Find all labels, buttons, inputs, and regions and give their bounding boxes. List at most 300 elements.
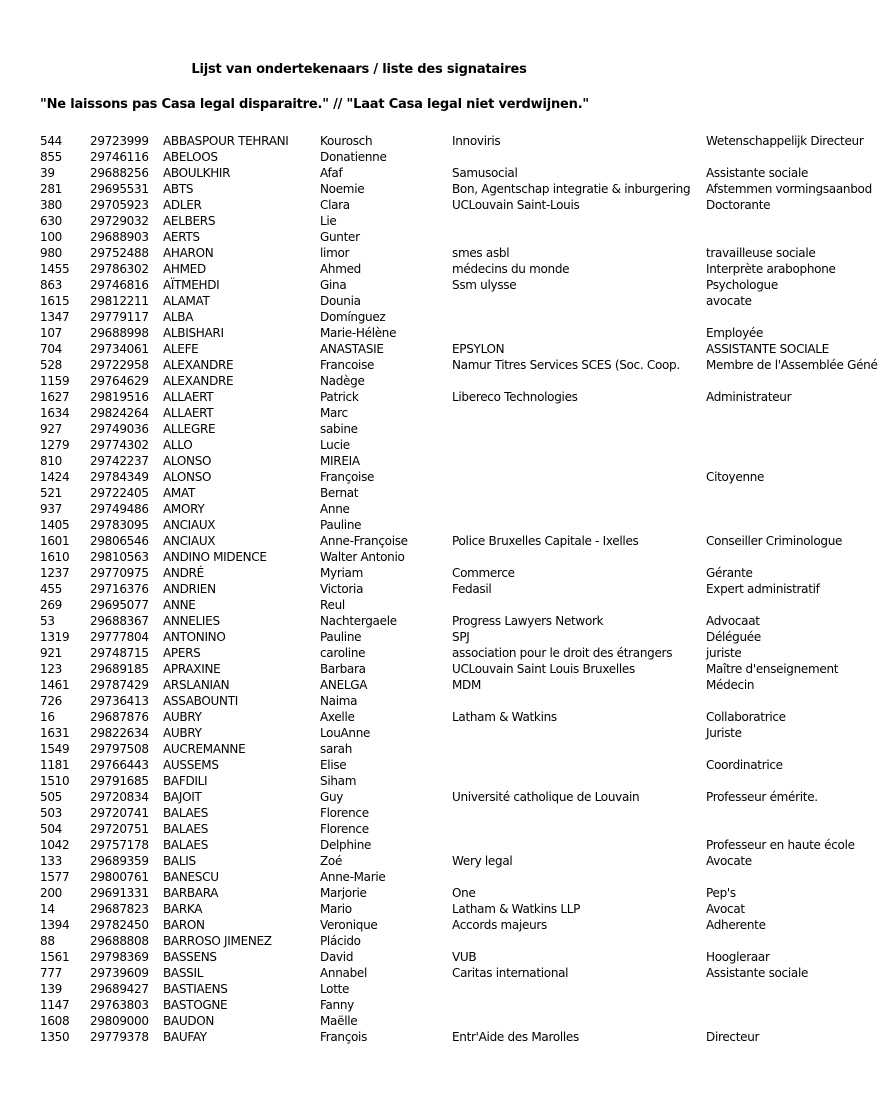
cell-first-name: Walter Antonio [320, 550, 405, 564]
cell-last-name: AMORY [163, 502, 205, 516]
cell-member-id: 29722958 [90, 358, 149, 372]
table-row [0, 229, 888, 245]
cell-first-name: Pauline [320, 518, 362, 532]
cell-number: 281 [40, 182, 63, 196]
cell-member-id: 29764629 [90, 374, 149, 388]
cell-first-name: Annabel [320, 966, 368, 980]
cell-organization: Caritas international [452, 966, 569, 980]
cell-member-id: 29695531 [90, 182, 149, 196]
cell-role: Avocat [706, 902, 745, 916]
cell-role: Doctorante [706, 198, 771, 212]
cell-number: 1455 [40, 262, 70, 276]
cell-number: 1147 [40, 998, 70, 1012]
table-row [0, 261, 888, 277]
cell-first-name: Françoise [320, 470, 375, 484]
table-row [0, 501, 888, 517]
cell-last-name: ALBISHARI [163, 326, 224, 340]
cell-role: Professeur en haute école [706, 838, 855, 852]
table-row [0, 549, 888, 565]
table-row [0, 773, 888, 789]
table-row [0, 805, 888, 821]
cell-role: avocate [706, 294, 752, 308]
cell-last-name: ANDINO MIDENCE [163, 550, 267, 564]
cell-member-id: 29786302 [90, 262, 149, 276]
cell-last-name: ALAMAT [163, 294, 210, 308]
cell-last-name: ABBASPOUR TEHRANI [163, 134, 289, 148]
cell-member-id: 29779378 [90, 1030, 149, 1044]
cell-member-id: 29689185 [90, 662, 149, 676]
cell-member-id: 29695077 [90, 598, 149, 612]
cell-organization: Progress Lawyers Network [452, 614, 604, 628]
cell-first-name: sarah [320, 742, 352, 756]
cell-member-id: 29806546 [90, 534, 149, 548]
cell-organization: Namur Titres Services SCES (Soc. Coop. [452, 358, 680, 372]
cell-number: 1042 [40, 838, 70, 852]
cell-last-name: ALONSO [163, 470, 212, 484]
document-quote: "Ne laissons pas Casa legal disparaitre." // "Laat Casa legal niet verdwijnen." [40, 97, 590, 112]
cell-number: 139 [40, 982, 63, 996]
cell-last-name: AUCREMANNE [163, 742, 246, 756]
cell-role: Employée [706, 326, 764, 340]
cell-role: Adherente [706, 918, 766, 932]
cell-last-name: AÏTMEHDI [163, 278, 220, 292]
cell-first-name: Domínguez [320, 310, 386, 324]
table-row [0, 869, 888, 885]
cell-role: Directeur [706, 1030, 760, 1044]
cell-organization: Commerce [452, 566, 515, 580]
cell-number: 1319 [40, 630, 70, 644]
cell-first-name: Siham [320, 774, 357, 788]
cell-number: 1610 [40, 550, 70, 564]
cell-organization: UCLouvain Saint Louis Bruxelles [452, 662, 635, 676]
cell-first-name: Lucie [320, 438, 350, 452]
table-row [0, 661, 888, 677]
cell-last-name: ALLEGRE [163, 422, 216, 436]
cell-role: Collaboratrice [706, 710, 786, 724]
table-row [0, 437, 888, 453]
cell-number: 1279 [40, 438, 70, 452]
table-row [0, 949, 888, 965]
cell-last-name: BASTOGNE [163, 998, 228, 1012]
cell-role: Conseiller Criminologue [706, 534, 843, 548]
table-row [0, 597, 888, 613]
cell-member-id: 29749036 [90, 422, 149, 436]
cell-number: 528 [40, 358, 63, 372]
cell-role: Coordinatrice [706, 758, 783, 772]
cell-number: 980 [40, 246, 63, 260]
cell-first-name: Nadège [320, 374, 365, 388]
cell-member-id: 29749486 [90, 502, 149, 516]
cell-first-name: Naima [320, 694, 358, 708]
cell-role: juriste [706, 646, 742, 660]
cell-organization: Latham & Watkins LLP [452, 902, 581, 916]
table-row [0, 213, 888, 229]
cell-first-name: Reul [320, 598, 345, 612]
cell-number: 1615 [40, 294, 70, 308]
cell-number: 455 [40, 582, 63, 596]
cell-first-name: Plácido [320, 934, 361, 948]
cell-first-name: Kourosch [320, 134, 373, 148]
cell-last-name: AMAT [163, 486, 195, 500]
table-row [0, 917, 888, 933]
cell-member-id: 29800761 [90, 870, 149, 884]
cell-first-name: sabine [320, 422, 358, 436]
cell-first-name: Anne-Françoise [320, 534, 408, 548]
cell-last-name: BALAES [163, 806, 209, 820]
cell-number: 504 [40, 822, 63, 836]
cell-number: 1461 [40, 678, 70, 692]
cell-member-id: 29783095 [90, 518, 149, 532]
table-row [0, 789, 888, 805]
cell-first-name: Ahmed [320, 262, 362, 276]
cell-member-id: 29763803 [90, 998, 149, 1012]
cell-first-name: caroline [320, 646, 366, 660]
cell-first-name: Axelle [320, 710, 355, 724]
table-row [0, 533, 888, 549]
table-row [0, 149, 888, 165]
cell-last-name: ALONSO [163, 454, 212, 468]
cell-role: Expert administratif [706, 582, 820, 596]
cell-member-id: 29822634 [90, 726, 149, 740]
cell-number: 1347 [40, 310, 70, 324]
cell-member-id: 29720751 [90, 822, 149, 836]
cell-number: 1424 [40, 470, 70, 484]
cell-member-id: 29774302 [90, 438, 149, 452]
table-row [0, 357, 888, 373]
table-row [0, 725, 888, 741]
cell-member-id: 29689359 [90, 854, 149, 868]
cell-role: Administrateur [706, 390, 792, 404]
cell-member-id: 29810563 [90, 550, 149, 564]
cell-member-id: 29723999 [90, 134, 149, 148]
cell-role: Pep's [706, 886, 736, 900]
cell-member-id: 29705923 [90, 198, 149, 212]
cell-member-id: 29691331 [90, 886, 149, 900]
table-row [0, 885, 888, 901]
cell-member-id: 29779117 [90, 310, 149, 324]
cell-organization: association pour le droit des étrangers [452, 646, 673, 660]
table-row [0, 693, 888, 709]
cell-member-id: 29739609 [90, 966, 149, 980]
table-row [0, 645, 888, 661]
cell-last-name: BALAES [163, 822, 209, 836]
cell-organization: Latham & Watkins [452, 710, 557, 724]
table-row [0, 965, 888, 981]
cell-number: 505 [40, 790, 63, 804]
cell-last-name: AHARON [163, 246, 214, 260]
cell-member-id: 29782450 [90, 918, 149, 932]
table-row [0, 421, 888, 437]
cell-member-id: 29798369 [90, 950, 149, 964]
cell-first-name: ANASTASIE [320, 342, 384, 356]
cell-member-id: 29797508 [90, 742, 149, 756]
cell-role: Juriste [706, 726, 742, 740]
table-row [0, 677, 888, 693]
cell-organization: Accords majeurs [452, 918, 547, 932]
cell-role: Assistante sociale [706, 966, 809, 980]
cell-number: 1561 [40, 950, 70, 964]
table-row [0, 1013, 888, 1029]
cell-first-name: Anne [320, 502, 350, 516]
cell-number: 53 [40, 614, 55, 628]
table-row [0, 341, 888, 357]
cell-number: 123 [40, 662, 63, 676]
cell-member-id: 29720741 [90, 806, 149, 820]
cell-number: 1405 [40, 518, 70, 532]
cell-member-id: 29688998 [90, 326, 149, 340]
cell-first-name: Maëlle [320, 1014, 358, 1028]
cell-last-name: ASSABOUNTI [163, 694, 238, 708]
cell-last-name: ALEXANDRE [163, 374, 234, 388]
cell-first-name: Florence [320, 806, 369, 820]
page-title: Lijst van ondertekenaars / liste des signataires [191, 62, 527, 77]
cell-number: 1394 [40, 918, 70, 932]
table-row [0, 997, 888, 1013]
cell-member-id: 29722405 [90, 486, 149, 500]
cell-number: 927 [40, 422, 63, 436]
cell-number: 1159 [40, 374, 70, 388]
cell-member-id: 29736413 [90, 694, 149, 708]
cell-number: 521 [40, 486, 63, 500]
table-row [0, 277, 888, 293]
cell-last-name: AHMED [163, 262, 206, 276]
cell-first-name: Marc [320, 406, 348, 420]
cell-first-name: Gunter [320, 230, 360, 244]
cell-number: 704 [40, 342, 63, 356]
cell-number: 777 [40, 966, 63, 980]
cell-role: travailleuse sociale [706, 246, 816, 260]
cell-organization: Libereco Technologies [452, 390, 578, 404]
table-row [0, 181, 888, 197]
table-row [0, 453, 888, 469]
cell-last-name: BAJOIT [163, 790, 202, 804]
cell-number: 544 [40, 134, 63, 148]
cell-first-name: Elise [320, 758, 347, 772]
cell-number: 1237 [40, 566, 70, 580]
cell-first-name: David [320, 950, 354, 964]
cell-first-name: Lie [320, 214, 337, 228]
table-row [0, 245, 888, 261]
cell-last-name: BASSIL [163, 966, 204, 980]
cell-number: 1577 [40, 870, 70, 884]
cell-first-name: Florence [320, 822, 369, 836]
cell-last-name: ALEFE [163, 342, 199, 356]
cell-number: 855 [40, 150, 63, 164]
cell-organization: UCLouvain Saint-Louis [452, 198, 580, 212]
table-row [0, 469, 888, 485]
cell-organization: SPJ [452, 630, 470, 644]
table-row [0, 309, 888, 325]
cell-member-id: 29734061 [90, 342, 149, 356]
cell-role: Médecin [706, 678, 755, 692]
cell-last-name: APRAXINE [163, 662, 221, 676]
cell-role: Professeur émérite. [706, 790, 818, 804]
cell-organization: One [452, 886, 476, 900]
cell-last-name: ALLAERT [163, 406, 214, 420]
cell-number: 16 [40, 710, 55, 724]
cell-role: Psychologue [706, 278, 778, 292]
cell-first-name: Anne-Marie [320, 870, 386, 884]
cell-member-id: 29716376 [90, 582, 149, 596]
cell-organization: Fedasil [452, 582, 492, 596]
cell-number: 14 [40, 902, 55, 916]
cell-organization: Université catholique de Louvain [452, 790, 640, 804]
cell-organization: Innoviris [452, 134, 501, 148]
table-row [0, 837, 888, 853]
table-row [0, 517, 888, 533]
table-row [0, 629, 888, 645]
cell-number: 39 [40, 166, 55, 180]
cell-number: 1181 [40, 758, 70, 772]
cell-first-name: Marjorie [320, 886, 367, 900]
cell-role: Assistante sociale [706, 166, 809, 180]
table-row [0, 821, 888, 837]
cell-last-name: APERS [163, 646, 201, 660]
cell-organization: Samusocial [452, 166, 518, 180]
table-row [0, 1029, 888, 1045]
table-row [0, 757, 888, 773]
table-row [0, 613, 888, 629]
cell-last-name: AERTS [163, 230, 200, 244]
table-row [0, 165, 888, 181]
cell-number: 503 [40, 806, 63, 820]
cell-last-name: BALAES [163, 838, 209, 852]
cell-number: 1601 [40, 534, 70, 548]
cell-first-name: Veronique [320, 918, 378, 932]
cell-first-name: Mario [320, 902, 352, 916]
cell-last-name: ANCIAUX [163, 518, 216, 532]
cell-number: 921 [40, 646, 63, 660]
table-row [0, 373, 888, 389]
cell-first-name: Afaf [320, 166, 343, 180]
cell-last-name: BASSENS [163, 950, 217, 964]
cell-organization: médecins du monde [452, 262, 570, 276]
cell-last-name: AELBERS [163, 214, 216, 228]
cell-number: 100 [40, 230, 63, 244]
cell-number: 107 [40, 326, 63, 340]
cell-last-name: BALIS [163, 854, 196, 868]
cell-first-name: LouAnne [320, 726, 371, 740]
cell-last-name: ABOULKHIR [163, 166, 231, 180]
cell-first-name: Fanny [320, 998, 354, 1012]
cell-number: 88 [40, 934, 55, 948]
table-row [0, 901, 888, 917]
cell-member-id: 29687823 [90, 902, 149, 916]
table-row [0, 933, 888, 949]
cell-first-name: Gina [320, 278, 347, 292]
cell-last-name: ANNELIES [163, 614, 220, 628]
cell-last-name: ALEXANDRE [163, 358, 234, 372]
cell-first-name: Zoé [320, 854, 343, 868]
cell-last-name: BARKA [163, 902, 203, 916]
cell-first-name: limor [320, 246, 350, 260]
cell-first-name: Patrick [320, 390, 359, 404]
cell-last-name: BARROSO JIMENEZ [163, 934, 272, 948]
cell-number: 200 [40, 886, 63, 900]
cell-last-name: ALLO [163, 438, 193, 452]
cell-number: 1510 [40, 774, 70, 788]
cell-number: 1549 [40, 742, 70, 756]
table-row [0, 741, 888, 757]
cell-first-name: Donatienne [320, 150, 387, 164]
table-row [0, 197, 888, 213]
cell-organization: MDM [452, 678, 482, 692]
cell-number: 630 [40, 214, 63, 228]
cell-first-name: Delphine [320, 838, 372, 852]
cell-last-name: ADLER [163, 198, 202, 212]
cell-last-name: BASTIAENS [163, 982, 228, 996]
cell-first-name: Dounia [320, 294, 361, 308]
cell-member-id: 29720834 [90, 790, 149, 804]
cell-member-id: 29689427 [90, 982, 149, 996]
cell-member-id: 29729032 [90, 214, 149, 228]
cell-first-name: Clara [320, 198, 350, 212]
table-row [0, 389, 888, 405]
cell-role: Membre de l'Assemblée Géné [706, 358, 878, 372]
table-row [0, 485, 888, 501]
cell-role: ASSISTANTE SOCIALE [706, 342, 829, 356]
cell-last-name: ANTONINO [163, 630, 226, 644]
cell-number: 726 [40, 694, 63, 708]
cell-last-name: ANDRÉ [163, 566, 204, 580]
cell-last-name: ALLAERT [163, 390, 214, 404]
cell-last-name: AUBRY [163, 710, 202, 724]
table-row [0, 405, 888, 421]
cell-member-id: 29777804 [90, 630, 149, 644]
cell-last-name: ABTS [163, 182, 194, 196]
cell-last-name: ANDRIEN [163, 582, 216, 596]
cell-first-name: Myriam [320, 566, 363, 580]
cell-member-id: 29688903 [90, 230, 149, 244]
table-row [0, 133, 888, 149]
table-row [0, 709, 888, 725]
cell-number: 380 [40, 198, 63, 212]
cell-member-id: 29742237 [90, 454, 149, 468]
cell-number: 937 [40, 502, 63, 516]
cell-role: Maître d'enseignement [706, 662, 839, 676]
cell-last-name: BARON [163, 918, 205, 932]
cell-last-name: ABELOOS [163, 150, 218, 164]
cell-last-name: BANESCU [163, 870, 219, 884]
cell-organization: Wery legal [452, 854, 513, 868]
cell-first-name: Bernat [320, 486, 359, 500]
cell-member-id: 29757178 [90, 838, 149, 852]
cell-last-name: BAUDON [163, 1014, 215, 1028]
cell-first-name: Barbara [320, 662, 366, 676]
cell-member-id: 29819516 [90, 390, 149, 404]
cell-first-name: Marie-Hélène [320, 326, 397, 340]
cell-number: 1627 [40, 390, 70, 404]
cell-member-id: 29791685 [90, 774, 149, 788]
cell-first-name: Lotte [320, 982, 350, 996]
table-row [0, 293, 888, 309]
cell-last-name: BAFDILI [163, 774, 208, 788]
cell-first-name: Noemie [320, 182, 365, 196]
cell-member-id: 29688256 [90, 166, 149, 180]
cell-last-name: ANCIAUX [163, 534, 216, 548]
cell-organization: Police Bruxelles Capitale - Ixelles [452, 534, 639, 548]
cell-last-name: ALBA [163, 310, 194, 324]
cell-number: 1608 [40, 1014, 70, 1028]
cell-number: 863 [40, 278, 63, 292]
cell-role: Avocate [706, 854, 752, 868]
cell-first-name: ANELGA [320, 678, 368, 692]
cell-member-id: 29784349 [90, 470, 149, 484]
cell-number: 1631 [40, 726, 70, 740]
cell-organization: Ssm ulysse [452, 278, 517, 292]
cell-member-id: 29688808 [90, 934, 149, 948]
cell-number: 810 [40, 454, 63, 468]
